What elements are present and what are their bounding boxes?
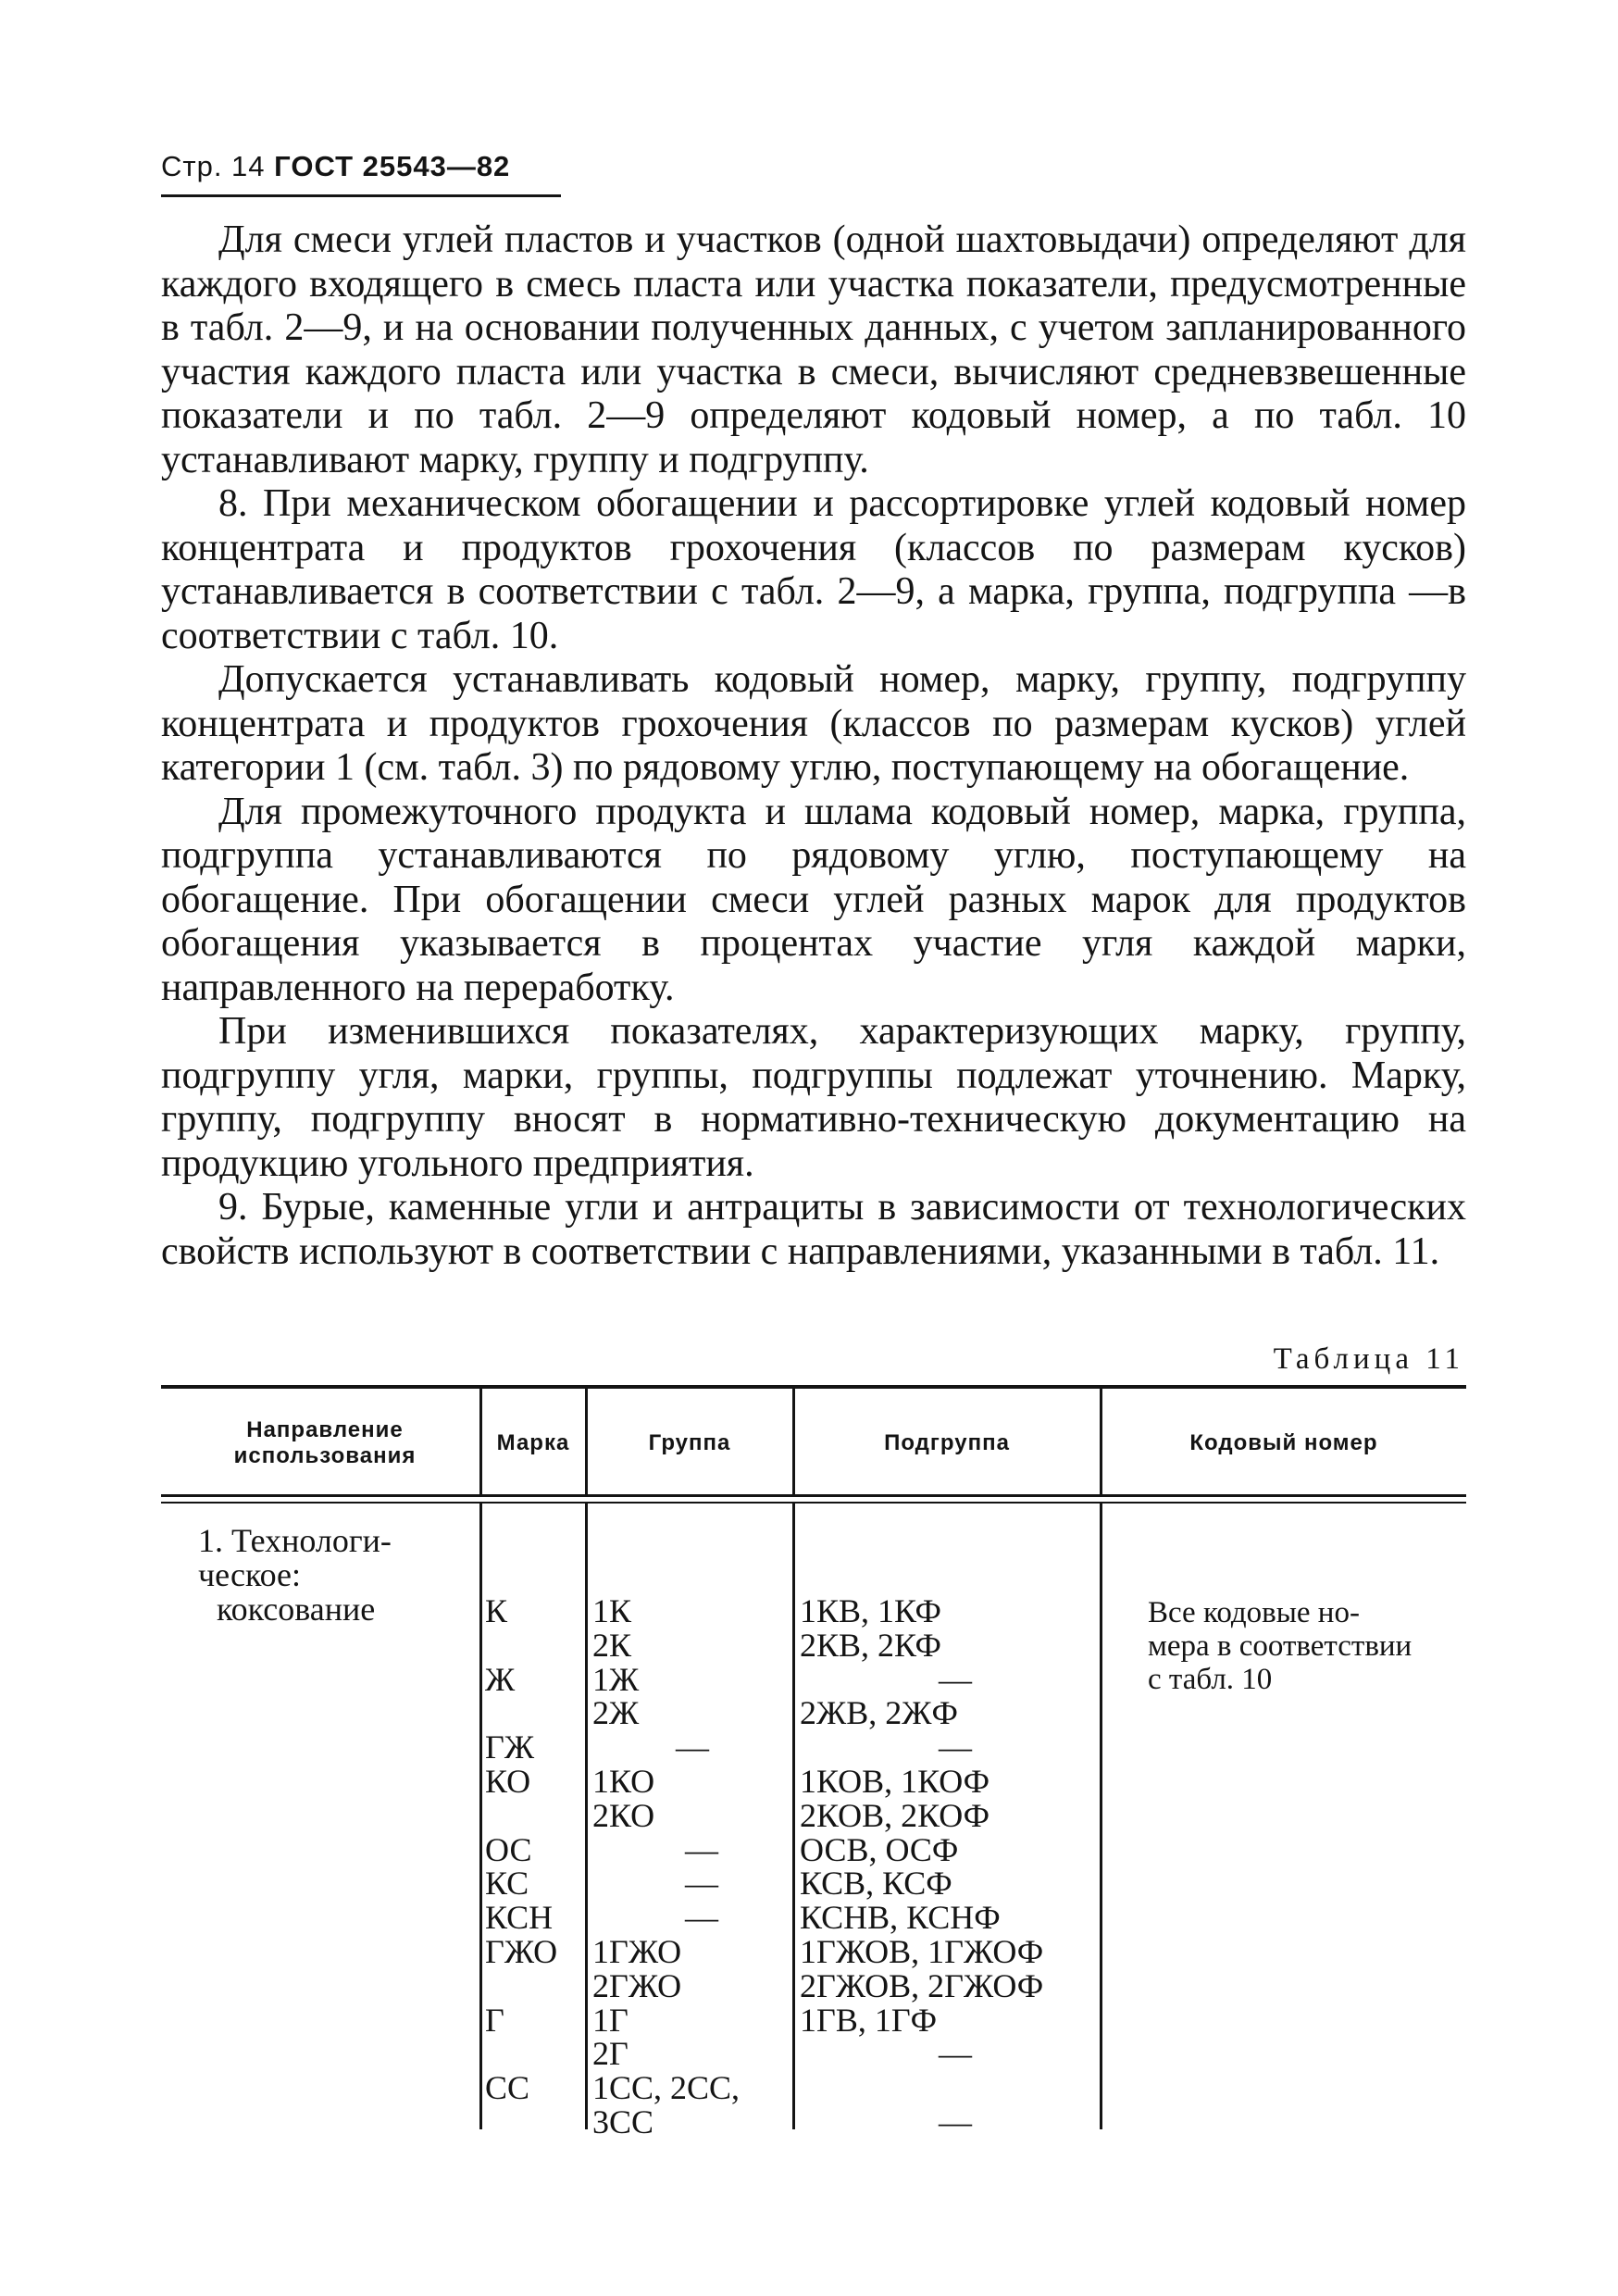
code-note-line: с табл. 10 [1148, 1663, 1273, 1696]
column-divider [792, 1389, 795, 1494]
table-caption: Таблица 11 [1273, 1342, 1464, 1376]
header-code: Кодовый номер [1189, 1430, 1378, 1455]
body-text [161, 218, 1466, 1274]
subgroup-cell: КСНВ, КСНФ [800, 1899, 1001, 1937]
group-cell: 2КО [592, 1796, 655, 1834]
column-divider [1100, 1504, 1102, 2129]
subgroup-cell: 1КВ, 1КФ [800, 1592, 941, 1629]
paragraph: Для смеси углей пластов и участков (одной шахтовыдачи) определяют для каждого входящего в смесь пласта или участка показатели, предусмотренные в табл. 2—9, и на основании полученных данных, с учетом запланированного участия каждого пласта или участка в смеси, вычисляют средневзвешенные показатели и по табл. 2—9 определяют кодовый номер, а по табл. 10 устанавливают марку, группу и подгруппу. [161, 218, 1466, 481]
group-column [592, 1594, 790, 2140]
direction-line: коксование [217, 1591, 376, 1628]
page-header [161, 150, 561, 197]
column-divider [479, 1504, 482, 2129]
marka-cell [485, 1799, 557, 1833]
code-note-line: мера в соответствии [1148, 1629, 1413, 1663]
marka-cell: К [485, 1592, 508, 1629]
direction-line: ческое: [198, 1556, 302, 1593]
group-cell: — [685, 1865, 718, 1903]
subgroup-cell [800, 2071, 1098, 2105]
subgroup-cell: 1ГЖОВ, 1ГЖОФ [800, 1932, 1044, 1970]
code-note [1148, 1596, 1412, 1696]
group-cell: 1Ж [592, 1660, 640, 1698]
marka-cell: КО [485, 1762, 531, 1800]
group-cell: 2Г [592, 2035, 629, 2073]
group-cell: 3СС [592, 2103, 654, 2140]
subgroup-cell: 2ГЖОВ, 2ГЖОФ [800, 1966, 1044, 2004]
paragraph: 9. Бурые, каменные угли и антрациты в зависимости от технологических свойств используют в соответствии с направлениями, указанными в табл. 11. [161, 1186, 1466, 1273]
direction-cell [198, 1524, 392, 1627]
marka-column [485, 1594, 557, 2140]
marka-cell: ГЖО [485, 1932, 558, 1970]
marka-cell [485, 2105, 557, 2140]
subgroup-cell: 2КОВ, 2КОФ [800, 1796, 990, 1834]
group-cell: 2К [592, 1626, 632, 1664]
group-cell: 2Ж [592, 1694, 640, 1732]
direction-line: 1. Технологи- [198, 1522, 392, 1559]
column-divider [479, 1389, 482, 1494]
group-cell: 1СС, 2СС, [592, 2069, 741, 2107]
subgroup-cell: — [939, 2103, 972, 2140]
subgroup-cell: 1КОВ, 1КОФ [800, 1762, 990, 1800]
marka-cell: ОС [485, 1830, 532, 1868]
paragraph: 8. При механическом обогащении и рассортировке углей кодовый номер концентрата и продуктов грохочения (классов по размерам кусков) устанавливается в соответствии с табл. 2—9, а марка, группа, подгруппа —в соответствии с табл. 10. [161, 482, 1466, 657]
column-divider [585, 1504, 588, 2129]
code-note-line: Все кодовые но- [1148, 1596, 1360, 1629]
subgroup-column [800, 1594, 1098, 2140]
header-subgroup: Подгруппа [884, 1430, 1010, 1455]
subgroup-cell: 2КВ, 2КФ [800, 1626, 941, 1664]
group-cell: 1К [592, 1592, 632, 1629]
paragraph: При изменившихся показателях, характеризующих марку, группу, подгруппу угля, марки, группы, подгруппы подлежат уточнению. Марку, группу, подгруппу вносят в нормативно-техническую документацию на продукцию угольного предприятия. [161, 1010, 1466, 1185]
marka-cell: КС [485, 1865, 529, 1903]
subgroup-cell: — [939, 2035, 972, 2073]
paragraph: Допускается устанавливать кодовый номер, марку, группу, подгруппу концентрата и продуктов грохочения (классов по размерам кусков) углей категории 1 (см. табл. 3) по рядовому углю, поступающему на обогащение. [161, 658, 1466, 789]
marka-cell: Ж [485, 1660, 516, 1698]
column-divider [585, 1389, 588, 1494]
marka-cell [485, 1628, 557, 1663]
subgroup-cell: 2ЖВ, 2ЖФ [800, 1694, 958, 1732]
group-cell: 1КО [592, 1762, 655, 1800]
column-divider [1100, 1389, 1102, 1494]
subgroup-cell: ОСВ, ОСФ [800, 1830, 959, 1868]
header-direction: Направление использования [233, 1417, 417, 1468]
marka-cell [485, 2037, 557, 2071]
table-header-rule [161, 1494, 1466, 1497]
standard-code: ГОСТ 25543—82 [274, 150, 511, 182]
header-marka: Марка [496, 1430, 570, 1455]
marka-cell [485, 1696, 557, 1730]
group-cell: 1ГЖО [592, 1932, 682, 1970]
paragraph: Для промежуточного продукта и шлама кодовый номер, марка, группа, подгруппа устанавливаются по рядовому углю, поступающему на обогащение. При обогащении смеси углей разных марок для продуктов обогащения указывается в процентах участие угля каждой марки, направленного на переработку. [161, 790, 1466, 1009]
marka-cell [485, 1969, 557, 2003]
marka-cell: КСН [485, 1899, 554, 1937]
group-cell: — [676, 1728, 709, 1766]
subgroup-cell: — [939, 1728, 972, 1766]
group-cell: 1Г [592, 2001, 629, 2039]
group-cell: — [685, 1830, 718, 1868]
page-number: Стр. 14 [161, 150, 266, 182]
marka-cell: ГЖ [485, 1728, 535, 1766]
table-header-rule-2 [161, 1502, 1466, 1504]
subgroup-cell: КСВ, КСФ [800, 1865, 952, 1903]
table-top-rule [161, 1385, 1466, 1389]
header-group: Группа [648, 1430, 731, 1455]
subgroup-cell: — [939, 1660, 972, 1698]
marka-cell: Г [485, 2001, 504, 2039]
group-cell: — [685, 1899, 718, 1937]
subgroup-cell: 1ГВ, 1ГФ [800, 2001, 938, 2039]
marka-cell: СС [485, 2069, 530, 2107]
column-divider [792, 1504, 795, 2129]
group-cell: 2ГЖО [592, 1966, 682, 2004]
